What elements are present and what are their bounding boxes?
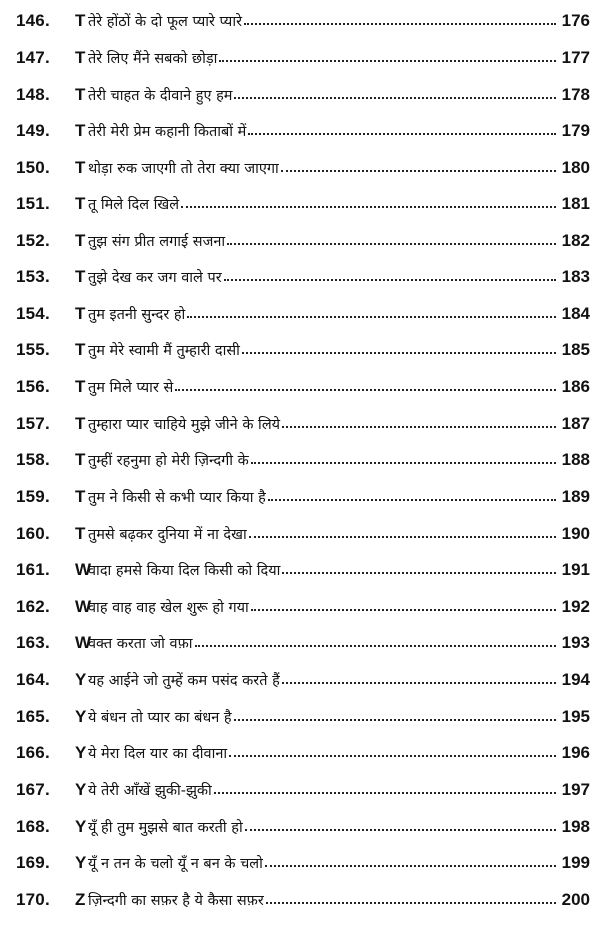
dot-leader <box>266 902 556 904</box>
dot-leader <box>214 792 556 794</box>
entry-number: 170. <box>16 890 50 909</box>
entry-letter: T <box>75 524 86 543</box>
entry-number: 152. <box>16 231 50 250</box>
entry-title-wrap <box>88 743 560 763</box>
entry-letter: T <box>75 377 86 396</box>
dot-leader <box>249 536 556 538</box>
dot-leader <box>251 462 556 464</box>
dot-leader <box>187 316 556 318</box>
entry-number: 167. <box>16 780 50 799</box>
dot-leader <box>224 279 556 281</box>
entry-number: 164. <box>16 670 50 689</box>
entry-letter: Y <box>75 853 87 872</box>
toc-row[interactable] <box>0 480 600 514</box>
dot-leader <box>242 352 556 354</box>
entry-letter: Y <box>75 670 87 689</box>
toc-row[interactable] <box>0 151 600 185</box>
dot-leader <box>245 829 556 831</box>
entry-title: ये तेरी आँखें झुकी-झुकी <box>88 783 212 799</box>
entry-title-wrap <box>88 304 560 324</box>
entry-title: तुमसे बढ़कर दुनिया में ना देखा <box>88 527 247 543</box>
entry-title: तुम्हीं रहनुमा हो मेरी ज़िन्दगी के <box>88 453 249 469</box>
toc-row[interactable] <box>0 260 600 294</box>
toc-row[interactable] <box>0 4 600 38</box>
entry-number: 153. <box>16 267 50 286</box>
entry-letter: Y <box>75 707 87 726</box>
dot-leader <box>234 97 556 99</box>
entry-page-number: 193 <box>561 633 590 652</box>
entry-page-number: 183 <box>561 267 590 286</box>
entry-number: 149. <box>16 121 50 140</box>
entry-letter: T <box>75 48 86 67</box>
entry-number: 162. <box>16 597 50 616</box>
entry-page-number: 185 <box>561 340 590 359</box>
entry-title-wrap <box>88 194 560 214</box>
toc-row[interactable] <box>0 773 600 807</box>
dot-leader <box>281 170 556 172</box>
entry-page-number: 182 <box>561 231 590 250</box>
entry-page-number: 176 <box>561 11 590 30</box>
entry-page-number: 186 <box>561 377 590 396</box>
toc-row[interactable] <box>0 224 600 258</box>
entry-page-number: 194 <box>561 670 590 689</box>
entry-page-number: 196 <box>561 743 590 762</box>
toc-row[interactable] <box>0 517 600 551</box>
toc-row[interactable] <box>0 407 600 441</box>
toc-row[interactable] <box>0 553 600 587</box>
dot-leader <box>282 682 556 684</box>
dot-leader <box>227 243 556 245</box>
toc-row[interactable] <box>0 700 600 734</box>
entry-letter: T <box>75 340 86 359</box>
entry-number: 155. <box>16 340 50 359</box>
entry-title-wrap <box>88 780 560 800</box>
entry-title-wrap <box>88 817 560 837</box>
entry-number: 160. <box>16 524 50 543</box>
entry-title-wrap <box>88 48 560 68</box>
entry-letter: T <box>75 121 86 140</box>
dot-leader <box>229 755 556 757</box>
entry-number: 148. <box>16 85 50 104</box>
toc-row[interactable] <box>0 846 600 880</box>
toc-row[interactable] <box>0 590 600 624</box>
entry-page-number: 181 <box>561 194 590 213</box>
entry-title: ये मेरा दिल यार का दीवाना <box>88 746 228 762</box>
entry-letter: Y <box>75 743 87 762</box>
entry-title: तू मिले दिल खिले <box>88 197 180 213</box>
entry-page-number: 195 <box>561 707 590 726</box>
entry-title: तुम मिले प्यार से <box>88 380 174 396</box>
entry-title-wrap <box>88 340 560 360</box>
dot-leader <box>219 60 556 62</box>
entry-title: तेरी चाहत के दीवाने हुए हम <box>88 88 233 104</box>
entry-number: 157. <box>16 414 50 433</box>
entry-page-number: 188 <box>561 450 590 469</box>
entry-title: वाह वाह वाह खेल शुरू हो गया <box>88 600 249 616</box>
entry-title: वक्त करता जो वफ़ा <box>88 636 193 652</box>
entry-page-number: 187 <box>561 414 590 433</box>
entry-number: 169. <box>16 853 50 872</box>
dot-leader <box>248 133 556 135</box>
entry-number: 163. <box>16 633 50 652</box>
entry-title: तुम्हारा प्यार चाहिये मुझे जीने के लिये <box>88 417 281 433</box>
toc-row[interactable] <box>0 626 600 660</box>
entry-title: तुम इतनी सुन्दर हो <box>88 307 186 323</box>
entry-page-number: 200 <box>561 890 590 909</box>
entry-title: तुम ने किसी से कभी प्यार किया है <box>88 490 266 506</box>
entry-letter: T <box>75 85 86 104</box>
dot-leader <box>175 389 556 391</box>
entry-number: 151. <box>16 194 50 213</box>
entry-title: तुझे देख कर जग वाले पर <box>88 270 222 286</box>
entry-letter: T <box>75 158 86 177</box>
entry-title-wrap <box>88 450 560 470</box>
entry-page-number: 198 <box>561 817 590 836</box>
toc-row[interactable] <box>0 187 600 221</box>
entry-title: यह आईने जो तुम्हें कम पसंद करते हैं <box>88 673 280 689</box>
dot-leader <box>181 206 556 208</box>
toc-row[interactable] <box>0 663 600 697</box>
entry-title-wrap <box>88 377 560 397</box>
entry-letter: T <box>75 231 86 250</box>
entry-title-wrap <box>88 487 560 507</box>
entry-title: तुम मेरे स्वामी मैं तुम्हारी दासी <box>88 343 240 359</box>
entry-letter: W <box>75 633 92 652</box>
entry-letter: T <box>75 304 86 323</box>
entry-title-wrap <box>88 633 560 653</box>
entry-title: तेरी मेरी प्रेम कहानी किताबों में <box>88 124 247 140</box>
entry-letter: Y <box>75 780 87 799</box>
toc-row[interactable] <box>0 370 600 404</box>
entry-page-number: 179 <box>561 121 590 140</box>
entry-letter: T <box>75 194 86 213</box>
dot-leader <box>251 609 556 611</box>
entry-number: 161. <box>16 560 50 579</box>
entry-letter: W <box>75 560 92 579</box>
entry-page-number: 197 <box>561 780 590 799</box>
entry-letter: Z <box>75 890 86 909</box>
entry-number: 168. <box>16 817 50 836</box>
dot-leader <box>244 23 556 25</box>
entry-page-number: 192 <box>561 597 590 616</box>
entry-title-wrap <box>88 890 560 910</box>
entry-title-wrap <box>88 670 560 690</box>
toc-row[interactable] <box>0 78 600 112</box>
entry-title-wrap <box>88 707 560 727</box>
entry-title: ज़िन्दगी का सफ़र है ये कैसा सफ़र <box>88 893 264 909</box>
dot-leader <box>195 645 556 647</box>
entry-title-wrap <box>88 524 560 544</box>
toc-row[interactable] <box>0 810 600 844</box>
entry-title-wrap <box>88 158 560 178</box>
toc-row[interactable] <box>0 736 600 770</box>
entry-letter: T <box>75 487 86 506</box>
entry-title: तेरे लिए मैंने सबको छोड़ा <box>88 51 218 67</box>
entry-page-number: 190 <box>561 524 590 543</box>
dot-leader <box>282 426 556 428</box>
entry-title: तुझ संग प्रीत लगाई सजना <box>88 234 226 250</box>
entry-title: ये बंधन तो प्यार का बंधन है <box>88 710 232 726</box>
entry-number: 166. <box>16 743 50 762</box>
entry-page-number: 199 <box>561 853 590 872</box>
entry-number: 159. <box>16 487 50 506</box>
entry-title: यूँ ही तुम मुझसे बात करती हो <box>88 820 243 836</box>
entry-title-wrap <box>88 11 560 31</box>
dot-leader <box>265 865 556 867</box>
toc-row[interactable] <box>0 333 600 367</box>
entry-number: 158. <box>16 450 50 469</box>
entry-number: 156. <box>16 377 50 396</box>
entry-title-wrap <box>88 597 560 617</box>
entry-page-number: 189 <box>561 487 590 506</box>
entry-title: तेरे होंठों के दो फूल प्यारे प्यारे <box>88 14 243 30</box>
entry-number: 150. <box>16 158 50 177</box>
entry-page-number: 178 <box>561 85 590 104</box>
entry-page-number: 180 <box>561 158 590 177</box>
toc-row[interactable] <box>0 41 600 75</box>
entry-number: 147. <box>16 48 50 67</box>
toc-row[interactable] <box>0 443 600 477</box>
entry-title-wrap <box>88 267 560 287</box>
entry-letter: T <box>75 267 86 286</box>
entry-title: वादा हमसे किया दिल किसी को दिया <box>88 563 281 579</box>
toc-row[interactable] <box>0 883 600 917</box>
dot-leader <box>234 719 556 721</box>
entry-number: 165. <box>16 707 50 726</box>
entry-number: 154. <box>16 304 50 323</box>
entry-letter: Y <box>75 817 87 836</box>
dot-leader <box>282 572 556 574</box>
entry-letter: W <box>75 597 92 616</box>
entry-page-number: 177 <box>561 48 590 67</box>
entry-number: 146. <box>16 11 50 30</box>
entry-title-wrap <box>88 121 560 141</box>
dot-leader <box>268 499 556 501</box>
toc-row[interactable] <box>0 114 600 148</box>
entry-title-wrap <box>88 85 560 105</box>
entry-title: थोड़ा रुक जाएगी तो तेरा क्या जाएगा <box>88 161 279 177</box>
entry-title-wrap <box>88 414 560 434</box>
entry-title: यूँ न तन के चलो यूँ न बन के चलो <box>88 856 263 872</box>
entry-page-number: 191 <box>561 560 590 579</box>
entry-title-wrap <box>88 231 560 251</box>
entry-title-wrap <box>88 560 560 580</box>
entry-letter: T <box>75 450 86 469</box>
entry-page-number: 184 <box>561 304 590 323</box>
toc-row[interactable] <box>0 297 600 331</box>
entry-letter: T <box>75 11 86 30</box>
entry-title-wrap <box>88 853 560 873</box>
entry-letter: T <box>75 414 86 433</box>
